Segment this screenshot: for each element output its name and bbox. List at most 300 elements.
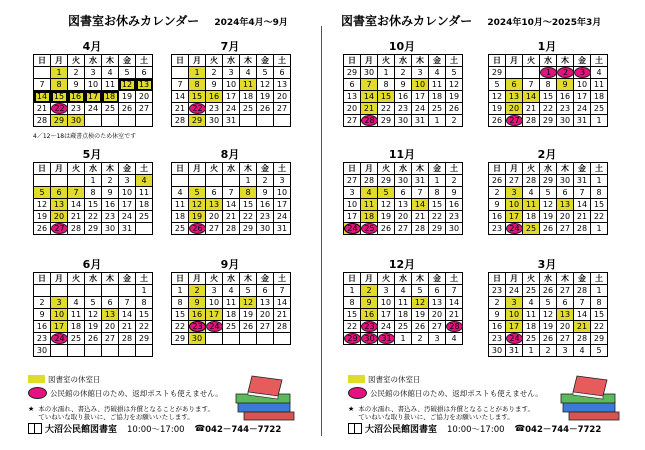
weekday-header: 水 bbox=[540, 163, 557, 175]
calendar-day: 22 bbox=[378, 103, 395, 115]
calendar-day: 29 bbox=[540, 175, 557, 187]
calendar-week bbox=[344, 199, 463, 211]
calendar-day: 8 bbox=[591, 297, 608, 309]
calendar-day: 4 bbox=[68, 297, 85, 309]
weekday-header: 土 bbox=[591, 163, 608, 175]
calendar-day: 25 bbox=[136, 211, 153, 223]
calendar-day: 30 bbox=[395, 175, 412, 187]
weekday-header: 金 bbox=[574, 163, 591, 175]
calendar-day: 13 bbox=[102, 309, 119, 321]
calendar-day: 22 bbox=[51, 103, 68, 115]
weekday-header: 水 bbox=[85, 55, 102, 67]
calendar-day: 28 bbox=[361, 175, 378, 187]
calendar-week bbox=[34, 309, 153, 321]
calendar-day: 27 bbox=[395, 223, 412, 235]
calendar-day: 1 bbox=[429, 115, 446, 127]
calendar-day: 30 bbox=[361, 333, 378, 345]
calendar-day: 11 bbox=[223, 297, 240, 309]
calendar-day: 2 bbox=[557, 67, 574, 79]
calendar-day: 4 bbox=[240, 67, 257, 79]
weekday-header: 水 bbox=[223, 163, 240, 175]
weekday-header: 水 bbox=[395, 55, 412, 67]
books-illustration-icon bbox=[230, 372, 300, 422]
pink-oval-icon bbox=[28, 387, 47, 399]
calendar-day: 16 bbox=[489, 321, 506, 333]
calendar-day: 7 bbox=[274, 285, 291, 297]
calendar-day: 12 bbox=[189, 199, 206, 211]
left-calendar-panel bbox=[0, 0, 322, 450]
calendar-day: 28 bbox=[446, 321, 463, 333]
month-title: 4月 bbox=[82, 40, 102, 53]
calendar-day bbox=[523, 67, 540, 79]
calendar-day: 13 bbox=[344, 91, 361, 103]
calendar-day: 14 bbox=[446, 297, 463, 309]
calendar-day: 13 bbox=[274, 79, 291, 91]
calendar-day: 4 bbox=[523, 297, 540, 309]
calendar-day: 31 bbox=[223, 115, 240, 127]
calendar-day: 23 bbox=[34, 333, 51, 345]
calendar-day: 13 bbox=[206, 199, 223, 211]
calendar-day bbox=[51, 175, 68, 187]
calendar-week bbox=[34, 321, 153, 333]
calendar-grid bbox=[343, 272, 463, 345]
calendar-day: 16 bbox=[395, 91, 412, 103]
calendar-day: 28 bbox=[172, 115, 189, 127]
calendar-week bbox=[489, 67, 608, 79]
calendar-day: 10 bbox=[506, 199, 523, 211]
calendar-day: 20 bbox=[274, 91, 291, 103]
calendar-day: 15 bbox=[172, 309, 189, 321]
calendar-week bbox=[172, 199, 291, 211]
month-title: 7月 bbox=[220, 40, 240, 53]
calendar-day: 7 bbox=[574, 187, 591, 199]
calendar-day: 20 bbox=[395, 211, 412, 223]
weekday-header: 木 bbox=[240, 55, 257, 67]
weekday-header: 日 bbox=[34, 163, 51, 175]
calendar-day: 30 bbox=[102, 223, 119, 235]
calendar-day: 11 bbox=[523, 199, 540, 211]
books-illustration-icon bbox=[555, 372, 625, 422]
weekday-header: 木 bbox=[412, 163, 429, 175]
calendar-week bbox=[489, 333, 608, 345]
calendar-day: 10 bbox=[378, 297, 395, 309]
calendar-day bbox=[34, 175, 51, 187]
calendar-day: 17 bbox=[506, 321, 523, 333]
weekday-header: 金 bbox=[119, 273, 136, 285]
calendar-day: 27 bbox=[344, 175, 361, 187]
calendar-day bbox=[506, 67, 523, 79]
calendar-day: 5 bbox=[412, 285, 429, 297]
weekday-header: 火 bbox=[378, 163, 395, 175]
calendar-day: 29 bbox=[344, 67, 361, 79]
calendar-week bbox=[344, 115, 463, 127]
calendar-day: 20 bbox=[51, 211, 68, 223]
calendar-day: 29 bbox=[344, 333, 361, 345]
calendar-day: 6 bbox=[395, 187, 412, 199]
calendar-day: 7 bbox=[119, 297, 136, 309]
calendar-week bbox=[344, 67, 463, 79]
calendar-day: 26 bbox=[412, 321, 429, 333]
calendar-day: 25 bbox=[395, 321, 412, 333]
calendar-week bbox=[489, 345, 608, 357]
calendar-week bbox=[34, 115, 153, 127]
calendar-day: 17 bbox=[274, 199, 291, 211]
calendar-day: 1 bbox=[429, 175, 446, 187]
calendar-week bbox=[34, 297, 153, 309]
calendar-day: 9 bbox=[102, 187, 119, 199]
calendar-day: 7 bbox=[361, 79, 378, 91]
month-march bbox=[488, 258, 606, 357]
calendar-day: 10 bbox=[506, 309, 523, 321]
month-title: 11月 bbox=[388, 148, 416, 161]
calendar-day bbox=[102, 115, 119, 127]
calendar-day: 16 bbox=[446, 199, 463, 211]
calendar-day: 28 bbox=[574, 333, 591, 345]
legend-closed: 図書室の休室日 bbox=[28, 372, 318, 386]
calendar-day: 5 bbox=[34, 187, 51, 199]
calendar-day: 15 bbox=[136, 309, 153, 321]
calendar-day: 1 bbox=[378, 67, 395, 79]
calendar-day: 17 bbox=[412, 91, 429, 103]
calendar-day: 15 bbox=[51, 91, 68, 103]
calendar-day: 2 bbox=[446, 115, 463, 127]
calendar-week bbox=[34, 345, 153, 357]
calendar-day: 4 bbox=[429, 67, 446, 79]
calendar-day: 12 bbox=[85, 309, 102, 321]
calendar-day bbox=[257, 115, 274, 127]
calendar-day: 31 bbox=[274, 223, 291, 235]
calendar-week bbox=[489, 103, 608, 115]
calendar-day: 17 bbox=[378, 309, 395, 321]
calendar-day: 14 bbox=[68, 199, 85, 211]
legend-closed: 図書室の休室日 bbox=[348, 372, 638, 386]
calendar-day: 7 bbox=[412, 187, 429, 199]
calendar-day: 30 bbox=[34, 345, 51, 357]
calendar-day: 31 bbox=[574, 115, 591, 127]
calendar-day: 19 bbox=[34, 211, 51, 223]
weekday-header: 日 bbox=[172, 55, 189, 67]
month-september bbox=[171, 258, 289, 345]
calendar-day: 2 bbox=[189, 285, 206, 297]
month-may bbox=[33, 148, 151, 235]
calendar-day: 17 bbox=[206, 309, 223, 321]
calendar-day: 19 bbox=[412, 309, 429, 321]
calendar-day: 23 bbox=[257, 211, 274, 223]
calendar-day: 9 bbox=[489, 309, 506, 321]
calendar-day: 25 bbox=[523, 333, 540, 345]
weekday-header: 火 bbox=[523, 273, 540, 285]
weekday-header: 水 bbox=[223, 55, 240, 67]
weekday-header: 月 bbox=[361, 55, 378, 67]
yellow-swatch-icon bbox=[28, 375, 45, 383]
weekday-header: 金 bbox=[429, 163, 446, 175]
calendar-day: 11 bbox=[136, 187, 153, 199]
calendar-day: 12 bbox=[119, 79, 136, 91]
weekday-header: 土 bbox=[136, 163, 153, 175]
calendar-day: 8 bbox=[51, 79, 68, 91]
calendar-day: 8 bbox=[189, 79, 206, 91]
calendar-week bbox=[344, 79, 463, 91]
weekday-header: 木 bbox=[240, 163, 257, 175]
calendar-day: 14 bbox=[172, 91, 189, 103]
calendar-day: 28 bbox=[574, 285, 591, 297]
calendar-day bbox=[85, 115, 102, 127]
calendar-day: 11 bbox=[240, 79, 257, 91]
calendar-day: 30 bbox=[206, 115, 223, 127]
weekday-header: 木 bbox=[557, 163, 574, 175]
calendar-day: 21 bbox=[274, 309, 291, 321]
calendar-day: 23 bbox=[68, 103, 85, 115]
calendar-day: 19 bbox=[378, 211, 395, 223]
calendar-day: 14 bbox=[34, 91, 51, 103]
calendar-week bbox=[34, 211, 153, 223]
panel-header bbox=[68, 10, 288, 29]
calendar-day: 4 bbox=[523, 187, 540, 199]
calendar-day: 19 bbox=[119, 91, 136, 103]
calendar-day: 4 bbox=[102, 67, 119, 79]
calendar-day: 10 bbox=[344, 199, 361, 211]
calendar-week bbox=[344, 103, 463, 115]
calendar-week bbox=[34, 199, 153, 211]
calendar-day: 4 bbox=[446, 333, 463, 345]
weekday-header: 土 bbox=[591, 273, 608, 285]
calendar-day: 27 bbox=[557, 285, 574, 297]
calendar-grid bbox=[343, 162, 463, 235]
calendar-day: 22 bbox=[540, 103, 557, 115]
calendar-day: 13 bbox=[429, 297, 446, 309]
calendar-day: 27 bbox=[274, 103, 291, 115]
calendar-day: 29 bbox=[85, 223, 102, 235]
calendar-day: 21 bbox=[574, 211, 591, 223]
calendar-day: 20 bbox=[102, 321, 119, 333]
weekday-header: 木 bbox=[102, 163, 119, 175]
calendar-week bbox=[489, 285, 608, 297]
calendar-day: 16 bbox=[102, 199, 119, 211]
calendar-day: 19 bbox=[446, 91, 463, 103]
calendar-week bbox=[172, 285, 291, 297]
calendar-day: 15 bbox=[540, 91, 557, 103]
month-july bbox=[171, 40, 289, 127]
pink-oval-icon bbox=[348, 387, 367, 399]
calendar-day: 8 bbox=[240, 187, 257, 199]
calendar-day: 30 bbox=[189, 333, 206, 345]
calendar-day bbox=[136, 223, 153, 235]
calendar-grid bbox=[343, 54, 463, 127]
calendar-day: 18 bbox=[591, 91, 608, 103]
calendar-day: 24 bbox=[378, 321, 395, 333]
calendar-day: 8 bbox=[591, 187, 608, 199]
calendar-day: 13 bbox=[557, 309, 574, 321]
legend-community: 公民館の休館日のため、返却ポストも使えません。 bbox=[348, 386, 638, 400]
calendar-day: 21 bbox=[412, 211, 429, 223]
calendar-day: 7 bbox=[34, 79, 51, 91]
calendar-day: 16 bbox=[189, 309, 206, 321]
calendar-grid bbox=[488, 54, 608, 127]
calendar-day: 25 bbox=[102, 103, 119, 115]
calendar-day: 16 bbox=[557, 91, 574, 103]
calendar-day: 12 bbox=[240, 297, 257, 309]
calendar-day: 14 bbox=[361, 91, 378, 103]
calendar-day: 8 bbox=[429, 187, 446, 199]
calendar-day: 29 bbox=[51, 115, 68, 127]
weekday-header: 日 bbox=[34, 273, 51, 285]
calendar-day: 7 bbox=[223, 187, 240, 199]
calendar-day: 15 bbox=[591, 309, 608, 321]
calendar-day: 9 bbox=[189, 297, 206, 309]
calendar-day: 12 bbox=[378, 199, 395, 211]
calendar-day: 11 bbox=[172, 199, 189, 211]
calendar-day: 2 bbox=[489, 187, 506, 199]
calendar-day: 21 bbox=[34, 103, 51, 115]
calendar-week bbox=[489, 223, 608, 235]
month-title: 6月 bbox=[82, 258, 102, 271]
calendar-day: 16 bbox=[206, 91, 223, 103]
calendar-day: 29 bbox=[378, 175, 395, 187]
weekday-header: 木 bbox=[102, 55, 119, 67]
calendar-week bbox=[489, 321, 608, 333]
calendar-day: 3 bbox=[429, 333, 446, 345]
calendar-day: 5 bbox=[240, 285, 257, 297]
calendar-day: 18 bbox=[102, 91, 119, 103]
month-october bbox=[343, 40, 461, 127]
weekday-header: 金 bbox=[574, 273, 591, 285]
calendar-day: 11 bbox=[429, 79, 446, 91]
calendar-day bbox=[189, 175, 206, 187]
calendar-day: 28 bbox=[274, 321, 291, 333]
calendar-day bbox=[119, 115, 136, 127]
panel-range: 2024年4月～9月 bbox=[214, 18, 288, 28]
calendar-day: 25 bbox=[172, 223, 189, 235]
calendar-day: 8 bbox=[378, 79, 395, 91]
calendar-day: 4 bbox=[574, 345, 591, 357]
calendar-day: 13 bbox=[506, 91, 523, 103]
calendar-day: 6 bbox=[136, 67, 153, 79]
calendar-day: 15 bbox=[85, 199, 102, 211]
calendar-grid bbox=[171, 54, 291, 127]
calendar-day: 9 bbox=[446, 187, 463, 199]
calendar-week bbox=[489, 199, 608, 211]
month-title: 9月 bbox=[220, 258, 240, 271]
calendar-day: 27 bbox=[557, 223, 574, 235]
weekday-header: 木 bbox=[412, 273, 429, 285]
calendar-day: 26 bbox=[540, 285, 557, 297]
calendar-day: 3 bbox=[574, 67, 591, 79]
calendar-day: 21 bbox=[446, 309, 463, 321]
calendar-day: 10 bbox=[412, 79, 429, 91]
calendar-day: 19 bbox=[240, 309, 257, 321]
calendar-day: 4 bbox=[361, 187, 378, 199]
calendar-day: 6 bbox=[206, 187, 223, 199]
calendar-day: 23 bbox=[102, 211, 119, 223]
calendar-day: 23 bbox=[189, 321, 206, 333]
calendar-week bbox=[34, 103, 153, 115]
calendar-day: 27 bbox=[51, 223, 68, 235]
calendar-day: 5 bbox=[591, 345, 608, 357]
calendar-day: 2 bbox=[68, 67, 85, 79]
calendar-day bbox=[206, 333, 223, 345]
calendar-day: 27 bbox=[102, 333, 119, 345]
calendar-day: 4 bbox=[172, 187, 189, 199]
calendar-day: 13 bbox=[557, 199, 574, 211]
calendar-day bbox=[85, 345, 102, 357]
calendar-day: 21 bbox=[574, 321, 591, 333]
calendar-day: 6 bbox=[429, 285, 446, 297]
calendar-week bbox=[172, 297, 291, 309]
calendar-day: 3 bbox=[378, 285, 395, 297]
calendar-day: 8 bbox=[172, 297, 189, 309]
calendar-day: 28 bbox=[523, 175, 540, 187]
calendar-day: 26 bbox=[189, 223, 206, 235]
calendar-week bbox=[34, 91, 153, 103]
calendar-day: 26 bbox=[540, 223, 557, 235]
weekday-header: 月 bbox=[506, 55, 523, 67]
calendar-week bbox=[489, 211, 608, 223]
calendar-day: 18 bbox=[68, 321, 85, 333]
calendar-day bbox=[68, 175, 85, 187]
calendar-day: 24 bbox=[119, 211, 136, 223]
calendar-day: 2 bbox=[102, 175, 119, 187]
calendar-day: 31 bbox=[506, 345, 523, 357]
calendar-day: 12 bbox=[540, 309, 557, 321]
calendar-day bbox=[51, 345, 68, 357]
calendar-day: 19 bbox=[257, 91, 274, 103]
calendar-day: 17 bbox=[506, 211, 523, 223]
weekday-header: 月 bbox=[506, 163, 523, 175]
calendar-day: 23 bbox=[446, 211, 463, 223]
calendar-day: 27 bbox=[506, 175, 523, 187]
calendar-day: 25 bbox=[223, 321, 240, 333]
calendar-day: 3 bbox=[223, 67, 240, 79]
calendar-day: 10 bbox=[223, 79, 240, 91]
calendar-day: 23 bbox=[395, 103, 412, 115]
calendar-day: 19 bbox=[540, 211, 557, 223]
calendar-day bbox=[206, 175, 223, 187]
calendar-day: 21 bbox=[68, 211, 85, 223]
calendar-day: 24 bbox=[506, 333, 523, 345]
weekday-header: 日 bbox=[172, 273, 189, 285]
calendar-day: 6 bbox=[557, 187, 574, 199]
calendar-day: 23 bbox=[557, 103, 574, 115]
calendar-day: 16 bbox=[489, 211, 506, 223]
calendar-day: 11 bbox=[68, 309, 85, 321]
weekday-header: 月 bbox=[189, 163, 206, 175]
calendar-day: 29 bbox=[172, 333, 189, 345]
calendar-day: 1 bbox=[51, 67, 68, 79]
calendar-day: 12 bbox=[489, 91, 506, 103]
calendar-grid bbox=[171, 162, 291, 235]
calendar-day: 20 bbox=[206, 211, 223, 223]
calendar-day: 2 bbox=[412, 333, 429, 345]
calendar-day: 26 bbox=[34, 223, 51, 235]
calendar-day: 7 bbox=[523, 79, 540, 91]
calendar-day: 27 bbox=[429, 321, 446, 333]
calendar-week bbox=[34, 67, 153, 79]
calendar-day: 26 bbox=[240, 321, 257, 333]
weekday-header: 火 bbox=[206, 273, 223, 285]
calendar-day: 6 bbox=[274, 67, 291, 79]
notice: ★ 本の水濡れ、書込み、汚破損は弁償となることがあります。 ていねいな取り扱いに、ご協力をお願いいたします。 bbox=[28, 405, 215, 421]
calendar-day: 31 bbox=[412, 115, 429, 127]
weekday-header: 火 bbox=[68, 55, 85, 67]
calendar-day: 21 bbox=[223, 211, 240, 223]
weekday-header: 月 bbox=[506, 273, 523, 285]
weekday-header: 日 bbox=[344, 163, 361, 175]
calendar-day: 24 bbox=[51, 333, 68, 345]
opening-hours: 10:00～17:00 bbox=[447, 424, 505, 435]
calendar-day: 24 bbox=[344, 223, 361, 235]
calendar-day: 30 bbox=[395, 115, 412, 127]
calendar-day: 5 bbox=[85, 297, 102, 309]
